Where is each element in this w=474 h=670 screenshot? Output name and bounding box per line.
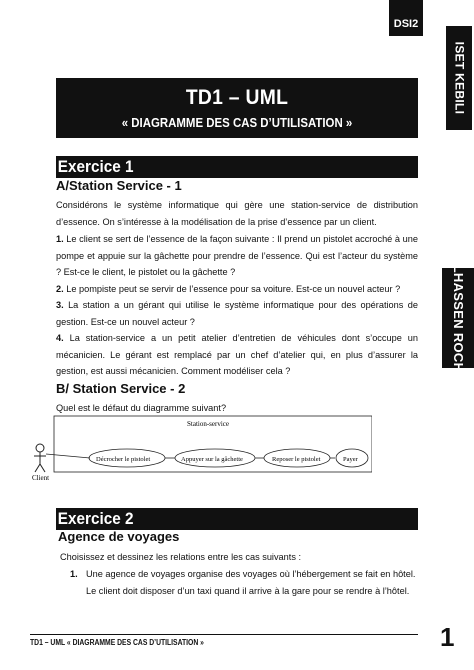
page-number: 1 [440, 622, 455, 652]
svg-text:Reposer le pistolet: Reposer le pistolet [272, 456, 321, 463]
section-b-title: B/ Station Service - 2 [56, 381, 186, 396]
question-4: 4. La station-service a un petit atelier d’entretien de véhicules dont s’occupe un mécanicien. Le gérant est remplacé par un chef d’atelier qui, en plus d’assurer la gestion, est aussi mécanicien. Comment modéliser cela ? [56, 333, 418, 377]
section-a-title: A/Station Service - 1 [56, 178, 182, 193]
exercice2-item-1: 1. Une agence de voyages organise des voyages où l’hébergement se fait en hôtel. Le client doit disposer d’un taxi quand il arrive à la gare pour se rendre à l’hôtel. [70, 569, 416, 596]
footer-rule [30, 634, 418, 635]
svg-text:Décrocher le pistolet: Décrocher le pistolet [96, 456, 151, 463]
institution-side-tab: ISET KEBILI [446, 26, 472, 130]
system-name: Station-service [187, 420, 229, 428]
svg-text:Payer: Payer [343, 456, 358, 463]
document-subtitle: « DIAGRAMME DES CAS D’UTILISATION » [121, 115, 353, 130]
question-2: 2. Le pompiste peut se servir de l’essence pour sa voiture. Est-ce un nouvel acteur ? [56, 284, 401, 294]
section-b-question: Quel est le défaut du diagramme suivant? [56, 403, 227, 413]
exercice2-heading: Exercice 2 [56, 508, 418, 530]
actor-label: Client [32, 474, 50, 482]
actor-stick-figure-icon [34, 444, 46, 472]
class-tag: DSI2 [389, 0, 423, 36]
section-a-intro: Considérons le système informatique qui gère une station-service de distribution d’essence. On s’intéresse à la modélisation de la prise d’essence par un client. [56, 200, 418, 227]
question-1: 1. Le client se sert de l’essence de la façon suivante : Il prend un pistolet accroché à une pompe et appuie sur la gâchette pour prendre de l’essence. Qui est l’acteur du système ? Est-ce le client, le pistolet ou la gâchette ? [56, 234, 418, 278]
question-3: 3. La station a un gérant qui utilise le système informatique pour des opérations de gestion. Est-ce un nouvel acteur ? [56, 300, 418, 327]
exercice2-title: Agence de voyages [58, 529, 180, 544]
use-case-diagram [32, 412, 372, 486]
exercice1-heading: Exercice 1 [56, 156, 418, 178]
exercice2-intro: Choisissez et dessinez les relations entre les cas suivants : [60, 552, 302, 562]
author-side-tab: BELHASSEN ROCHDY [442, 268, 474, 368]
svg-text:Appuyer sur la gâchette: Appuyer sur la gâchette [181, 456, 243, 463]
footer-label: TD1 – UML « DIAGRAMME DES CAS D’UTILISATION » [30, 638, 204, 647]
document-title: TD1 – UML [185, 86, 289, 109]
document-title-box [56, 78, 418, 138]
